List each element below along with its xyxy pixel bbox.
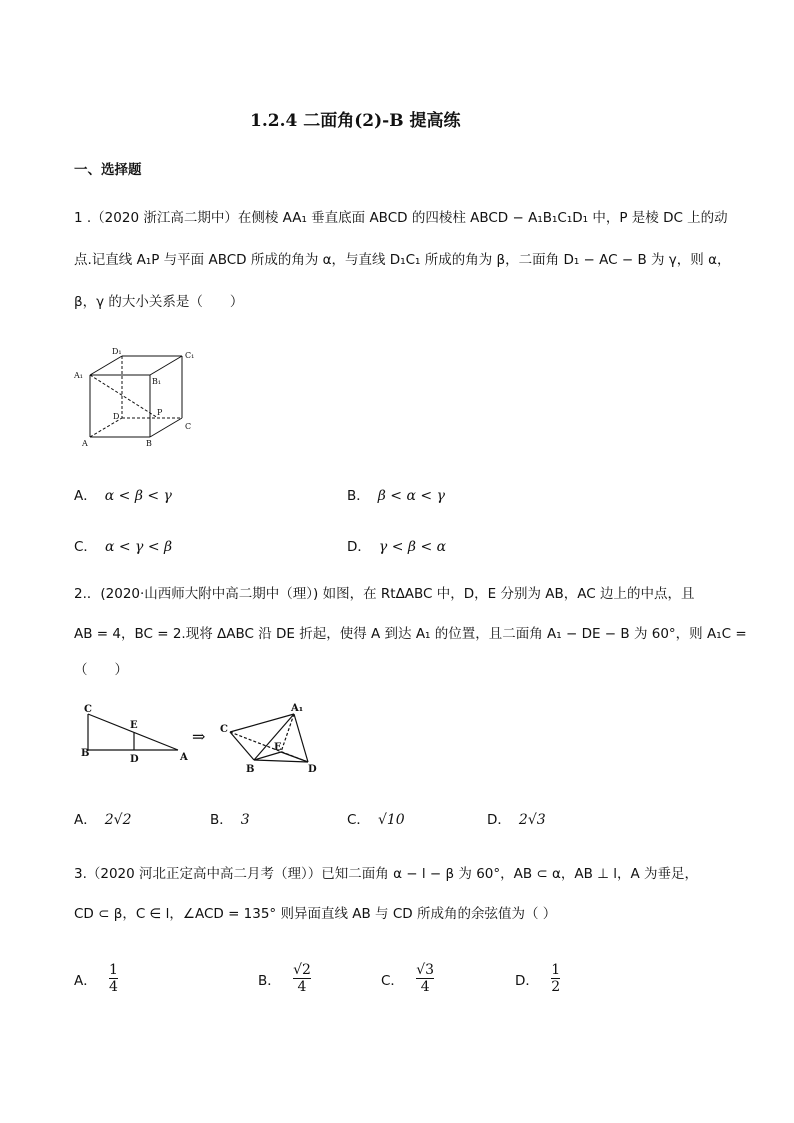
q3-option-b-fraction: $\frac{√2}{4}$ bbox=[293, 962, 311, 995]
q3-option-d[interactable]: D． $\frac{1}{2}$ bbox=[515, 962, 561, 995]
q2-fig-arrow: ⇒ bbox=[192, 727, 206, 746]
q2-stem-line2: AB = 4，BC = 2.现将 ΔABC 沿 DE 折起，使得 A 到达 A₁ 的位置，且二面角 A₁ − DE − B 为 60°，则 A₁C = bbox=[74, 626, 747, 642]
q1-option-c[interactable]: C． α < γ < β bbox=[74, 539, 173, 555]
q3-option-b[interactable]: B． $\frac{√2}{4}$ bbox=[258, 962, 311, 995]
q1-stem-line2: 点.记直线 A₁P 与平面 ABCD 所成的角为 α，与直线 D₁C₁ 所成的角为 β，二面角 D₁ − AC − B 为 γ，则 α， bbox=[74, 252, 731, 268]
q2-fig-label-b: B bbox=[81, 748, 90, 759]
q1-fig-label-p: P bbox=[157, 408, 163, 417]
q1-fig-label-a: A bbox=[82, 439, 88, 448]
q3-option-d-fraction: $\frac{1}{2}$ bbox=[551, 962, 561, 995]
q1-fig-label-b1: B₁ bbox=[152, 377, 162, 386]
q1-prism-figure bbox=[70, 345, 210, 450]
q3-option-a-fraction: $\frac{1}{4}$ bbox=[109, 962, 118, 995]
q2-option-d[interactable]: D． 2√3 bbox=[487, 812, 546, 828]
q2-fig-label-a: A bbox=[180, 752, 188, 763]
q2-fig-label-a1: A₁ bbox=[291, 703, 304, 714]
q2-stem-line1: 2.．(2020·山西师大附中高二期中（理）) 如图，在 RtΔABC 中，D，E 分别为 AB，AC 边上的中点，且 bbox=[74, 586, 695, 602]
q1-fig-label-c: C bbox=[185, 422, 192, 431]
q2-option-a[interactable]: A． 2√2 bbox=[74, 812, 132, 828]
q1-stem-line3: β，γ 的大小关系是（ ） bbox=[74, 294, 244, 310]
q2-fig-label-e2: E bbox=[274, 742, 282, 753]
q3-option-c[interactable]: C． $\frac{√3}{4}$ bbox=[381, 962, 435, 995]
q1-fig-label-d: D bbox=[113, 412, 120, 421]
page-title: 1.2.4 二面角(2)-B 提高练 bbox=[250, 111, 461, 131]
q2-fig-label-c2: C bbox=[220, 724, 228, 735]
q2-option-b[interactable]: B． 3 bbox=[210, 812, 250, 828]
q2-fig-label-b2: B bbox=[246, 764, 255, 775]
section-heading: 一、选择题 bbox=[74, 162, 142, 178]
q2-fold-figure bbox=[78, 700, 328, 780]
q2-fig-label-c: C bbox=[84, 704, 92, 715]
q1-option-a[interactable]: A． α < β < γ bbox=[74, 488, 172, 504]
q1-option-d[interactable]: D． γ < β < α bbox=[347, 539, 447, 555]
q2-option-c[interactable]: C． √10 bbox=[347, 812, 405, 828]
q1-fig-label-b: B bbox=[146, 439, 152, 448]
q3-stem-line2: CD ⊂ β，C ∈ l，∠ACD = 135° 则异面直线 AB 与 CD 所成角的余弦值为（ ） bbox=[74, 906, 557, 922]
q2-stem-line3: （ ） bbox=[74, 662, 128, 678]
q1-option-b[interactable]: B． β < α < γ bbox=[347, 488, 445, 504]
q1-fig-label-d1: D₁ bbox=[112, 347, 122, 356]
q1-stem-line1: 1 .（2020 浙江高二期中）在侧棱 AA₁ 垂直底面 ABCD 的四棱柱 ABCD − A₁B₁C₁D₁ 中，P 是棱 DC 上的动 bbox=[74, 210, 728, 226]
q1-fig-label-c1: C₁ bbox=[185, 351, 195, 360]
q3-stem-line1: 3.（2020 河北正定高中高二月考（理））已知二面角 α − l − β 为 60°，AB ⊂ α，AB ⊥ l，A 为垂足， bbox=[74, 866, 699, 882]
q3-option-c-fraction: $\frac{√3}{4}$ bbox=[416, 962, 435, 995]
q2-fig-label-e: E bbox=[130, 720, 138, 731]
q3-option-a[interactable]: A． $\frac{1}{4}$ bbox=[74, 962, 118, 995]
q2-fig-label-d: D bbox=[130, 754, 139, 765]
q2-fig-label-d2: D bbox=[308, 764, 317, 775]
q1-fig-label-a1: A₁ bbox=[74, 371, 83, 380]
